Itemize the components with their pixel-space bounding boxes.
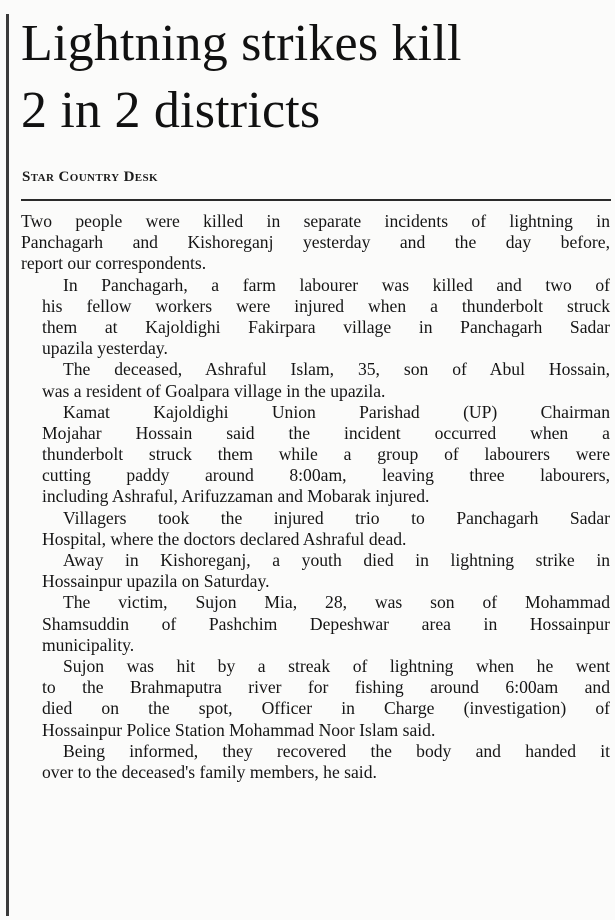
paragraph-line: Hospital, where the doctors declared Ashraful dead.: [42, 528, 407, 549]
paragraph-line: Panchagarh and Kishoreganj yesterday and the day before,: [21, 232, 610, 253]
article-paragraph: [21, 550, 610, 592]
paragraph-line: his fellow workers were injured when a thunderbolt struck: [42, 295, 610, 316]
headline-line-1: Lightning strikes kill: [21, 15, 462, 72]
paragraph-line: them at Kajoldighi Fakirpara village in Panchagarh Sadar: [42, 316, 610, 337]
paragraph-line: cutting paddy around 8:00am, leaving three labourers,: [42, 465, 610, 486]
paragraph-line: The deceased, Ashraful Islam, 35, son of Abul Hossain,: [63, 359, 610, 380]
paragraph-line: Two people were killed in separate incidents of lightning in: [21, 211, 610, 231]
paragraph-line: including Ashraful, Arifuzzaman and Mobarak injured.: [42, 486, 430, 507]
paragraph-line: In Panchagarh, a farm labourer was killed and two of: [63, 274, 610, 295]
article-paragraph: [21, 592, 610, 656]
paragraph-line: to the Brahmaputra river for fishing around 6:00am and: [42, 677, 610, 698]
article-paragraph: [21, 508, 610, 550]
paragraph-line: thunderbolt struck them while a group of labourers were: [42, 444, 610, 465]
paragraph-line: was a resident of Goalpara village in the upazila.: [42, 380, 386, 401]
paragraph-line: upazila yesterday.: [42, 338, 168, 359]
article-paragraph: [21, 275, 610, 360]
paragraph-line: Hossainpur Police Station Mohammad Noor Islam said.: [42, 719, 436, 740]
paragraph-line: Mojahar Hossain said the incident occurred when a: [42, 422, 610, 443]
paragraph-line: The victim, Sujon Mia, 28, was son of Mohammad: [63, 592, 610, 613]
article-paragraph: [21, 211, 610, 275]
paragraph-line: Villagers took the injured trio to Panchagarh Sadar: [63, 507, 610, 528]
paragraph-line: Away in Kishoreganj, a youth died in lightning strike in: [63, 550, 610, 570]
headline-line-2: 2 in 2 districts: [21, 82, 321, 139]
paragraph-line: died on the spot, Officer in Charge (investigation) of: [42, 698, 610, 719]
paragraph-line: over to the deceased's family members, he said.: [42, 761, 377, 782]
paragraph-line: Kamat Kajoldighi Union Parishad (UP) Chairman: [63, 401, 610, 422]
paragraph-line: Hossainpur upazila on Saturday.: [42, 571, 270, 592]
byline-divider: [21, 199, 611, 201]
article-paragraph: [21, 402, 610, 508]
paragraph-line: Being informed, they recovered the body and handed it: [63, 740, 610, 761]
column-rule: [6, 14, 9, 916]
headline: [21, 10, 611, 144]
article-body: [21, 211, 610, 783]
paragraph-line: Shamsuddin of Pashchim Depeshwar area in Hossainpur: [42, 613, 610, 634]
paragraph-line: report our correspondents.: [21, 253, 207, 274]
paragraph-line: municipality.: [42, 634, 135, 655]
article-paragraph: [21, 656, 610, 741]
byline: Star Country Desk: [22, 169, 159, 185]
paragraph-line: Sujon was hit by a streak of lightning when he went: [63, 655, 610, 676]
article-paragraph: [21, 741, 610, 783]
article-paragraph: [21, 359, 610, 401]
